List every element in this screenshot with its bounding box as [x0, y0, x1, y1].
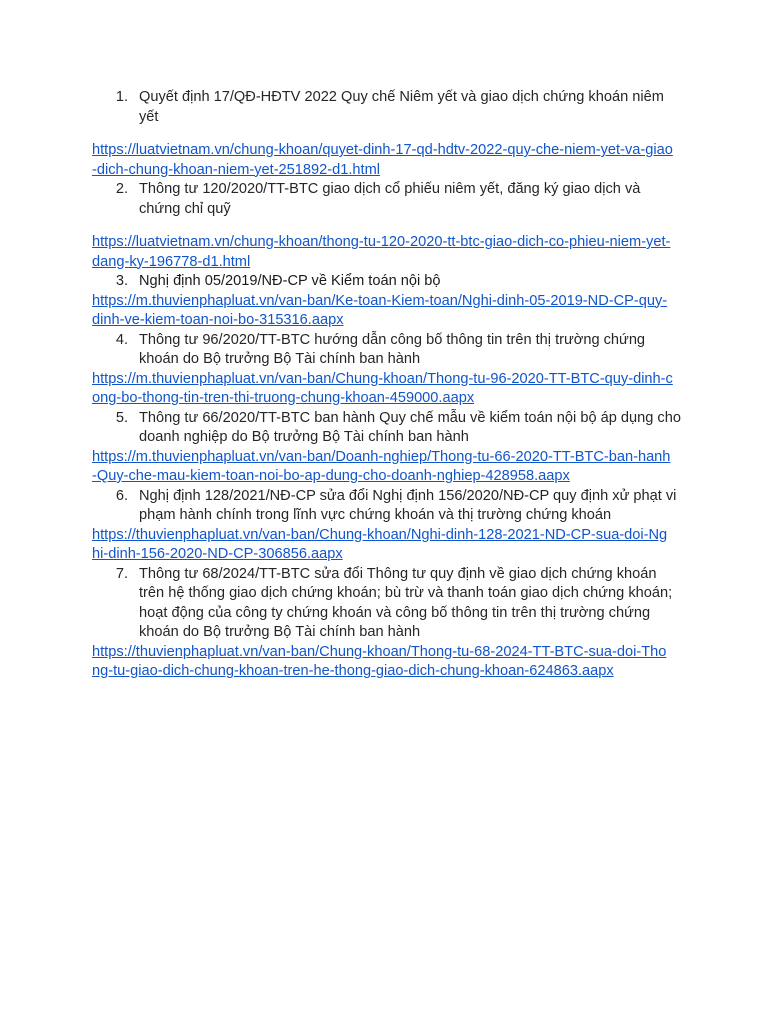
list-item	[92, 565, 682, 682]
item-number: 2.	[115, 181, 128, 197]
item-number: 3.	[115, 273, 128, 289]
item-link[interactable]: https://thuvienphapluat.vn/van-ban/Chung-khoan/Nghi-dinh-128-2021-ND-CP-sua-doi-Nghi-dinh-156-2020-ND-CP-306856.aapx	[92, 526, 668, 562]
item-title: Nghị định 05/2019/NĐ-CP về Kiểm toán nội bộ	[139, 273, 441, 289]
item-link[interactable]: https://m.thuvienphapluat.vn/van-ban/Chung-khoan/Thong-tu-96-2020-TT-BTC-quy-dinh-cong-bo-thong-tin-tren-thi-truong-chung-khoan-459000.aapx	[92, 370, 673, 406]
list-item	[92, 487, 682, 565]
item-title: Thông tư 66/2020/TT-BTC ban hành Quy chế mẫu về kiểm toán nội bộ áp dụng cho doanh nghiệp do Bộ trưởng Bộ Tài chính ban hành	[139, 409, 681, 445]
item-number: 7.	[115, 565, 128, 582]
item-link[interactable]: https://m.thuvienphapluat.vn/van-ban/Ke-toan-Kiem-toan/Nghi-dinh-05-2019-ND-CP-quy-dinh-ve-kiem-toan-noi-bo-315316.aapx	[92, 292, 668, 328]
list-item	[92, 180, 682, 272]
list-item	[92, 88, 682, 180]
item-number: 5.	[115, 409, 128, 426]
list-item	[92, 409, 682, 487]
list-item	[92, 272, 682, 331]
item-number: 1.	[115, 89, 128, 105]
item-link[interactable]: https://m.thuvienphapluat.vn/van-ban/Doanh-nghiep/Thong-tu-66-2020-TT-BTC-ban-hanh-Quy-che-mau-kiem-toan-noi-bo-ap-dung-cho-doanh-nghiep-428958.aapx	[92, 448, 671, 484]
item-number: 6.	[115, 487, 128, 504]
item-title: Thông tư 68/2024/TT-BTC sửa đổi Thông tư quy định về giao dịch chứng khoán trên hệ thống giao dịch chứng khoán; bù trừ và thanh toán giao dịch chứng khoán; hoạt động của công ty chứng khoán và công bố thông tin trên thị trường chứng khoán do Bộ trưởng Bộ Tài chính ban hành	[139, 565, 673, 640]
item-link[interactable]: https://luatvietnam.vn/chung-khoan/quyet-dinh-17-qd-hdtv-2022-quy-che-niem-yet-va-giao-dich-chung-khoan-niem-yet-251892-d1.html	[92, 142, 673, 178]
item-title: Quyết định 17/QĐ-HĐTV 2022 Quy chế Niêm yết và giao dịch chứng khoán niêm yết	[139, 89, 664, 125]
item-title: Thông tư 120/2020/TT-BTC giao dịch cổ phiếu niêm yết, đăng ký giao dịch và chứng chỉ quỹ	[139, 181, 641, 217]
item-link[interactable]: https://thuvienphapluat.vn/van-ban/Chung-khoan/Thong-tu-68-2024-TT-BTC-sua-doi-Thong-tu-giao-dich-chung-khoan-tren-he-thong-giao-dich-chung-khoan-624863.aapx	[92, 643, 667, 679]
item-number: 4.	[115, 331, 128, 348]
reference-list	[92, 88, 682, 682]
item-link[interactable]: https://luatvietnam.vn/chung-khoan/thong-tu-120-2020-tt-btc-giao-dich-co-phieu-niem-yet-dang-ky-196778-d1.html	[92, 234, 671, 270]
list-item	[92, 331, 682, 409]
item-title: Thông tư 96/2020/TT-BTC hướng dẫn công bố thông tin trên thị trường chứng khoán do Bộ trưởng Bộ Tài chính ban hành	[139, 331, 646, 367]
item-title: Nghị định 128/2021/NĐ-CP sửa đổi Nghị định 156/2020/NĐ-CP quy định xử phạt vi phạm hành chính trong lĩnh vực chứng khoán và thị trường chứng khoán	[139, 487, 677, 523]
